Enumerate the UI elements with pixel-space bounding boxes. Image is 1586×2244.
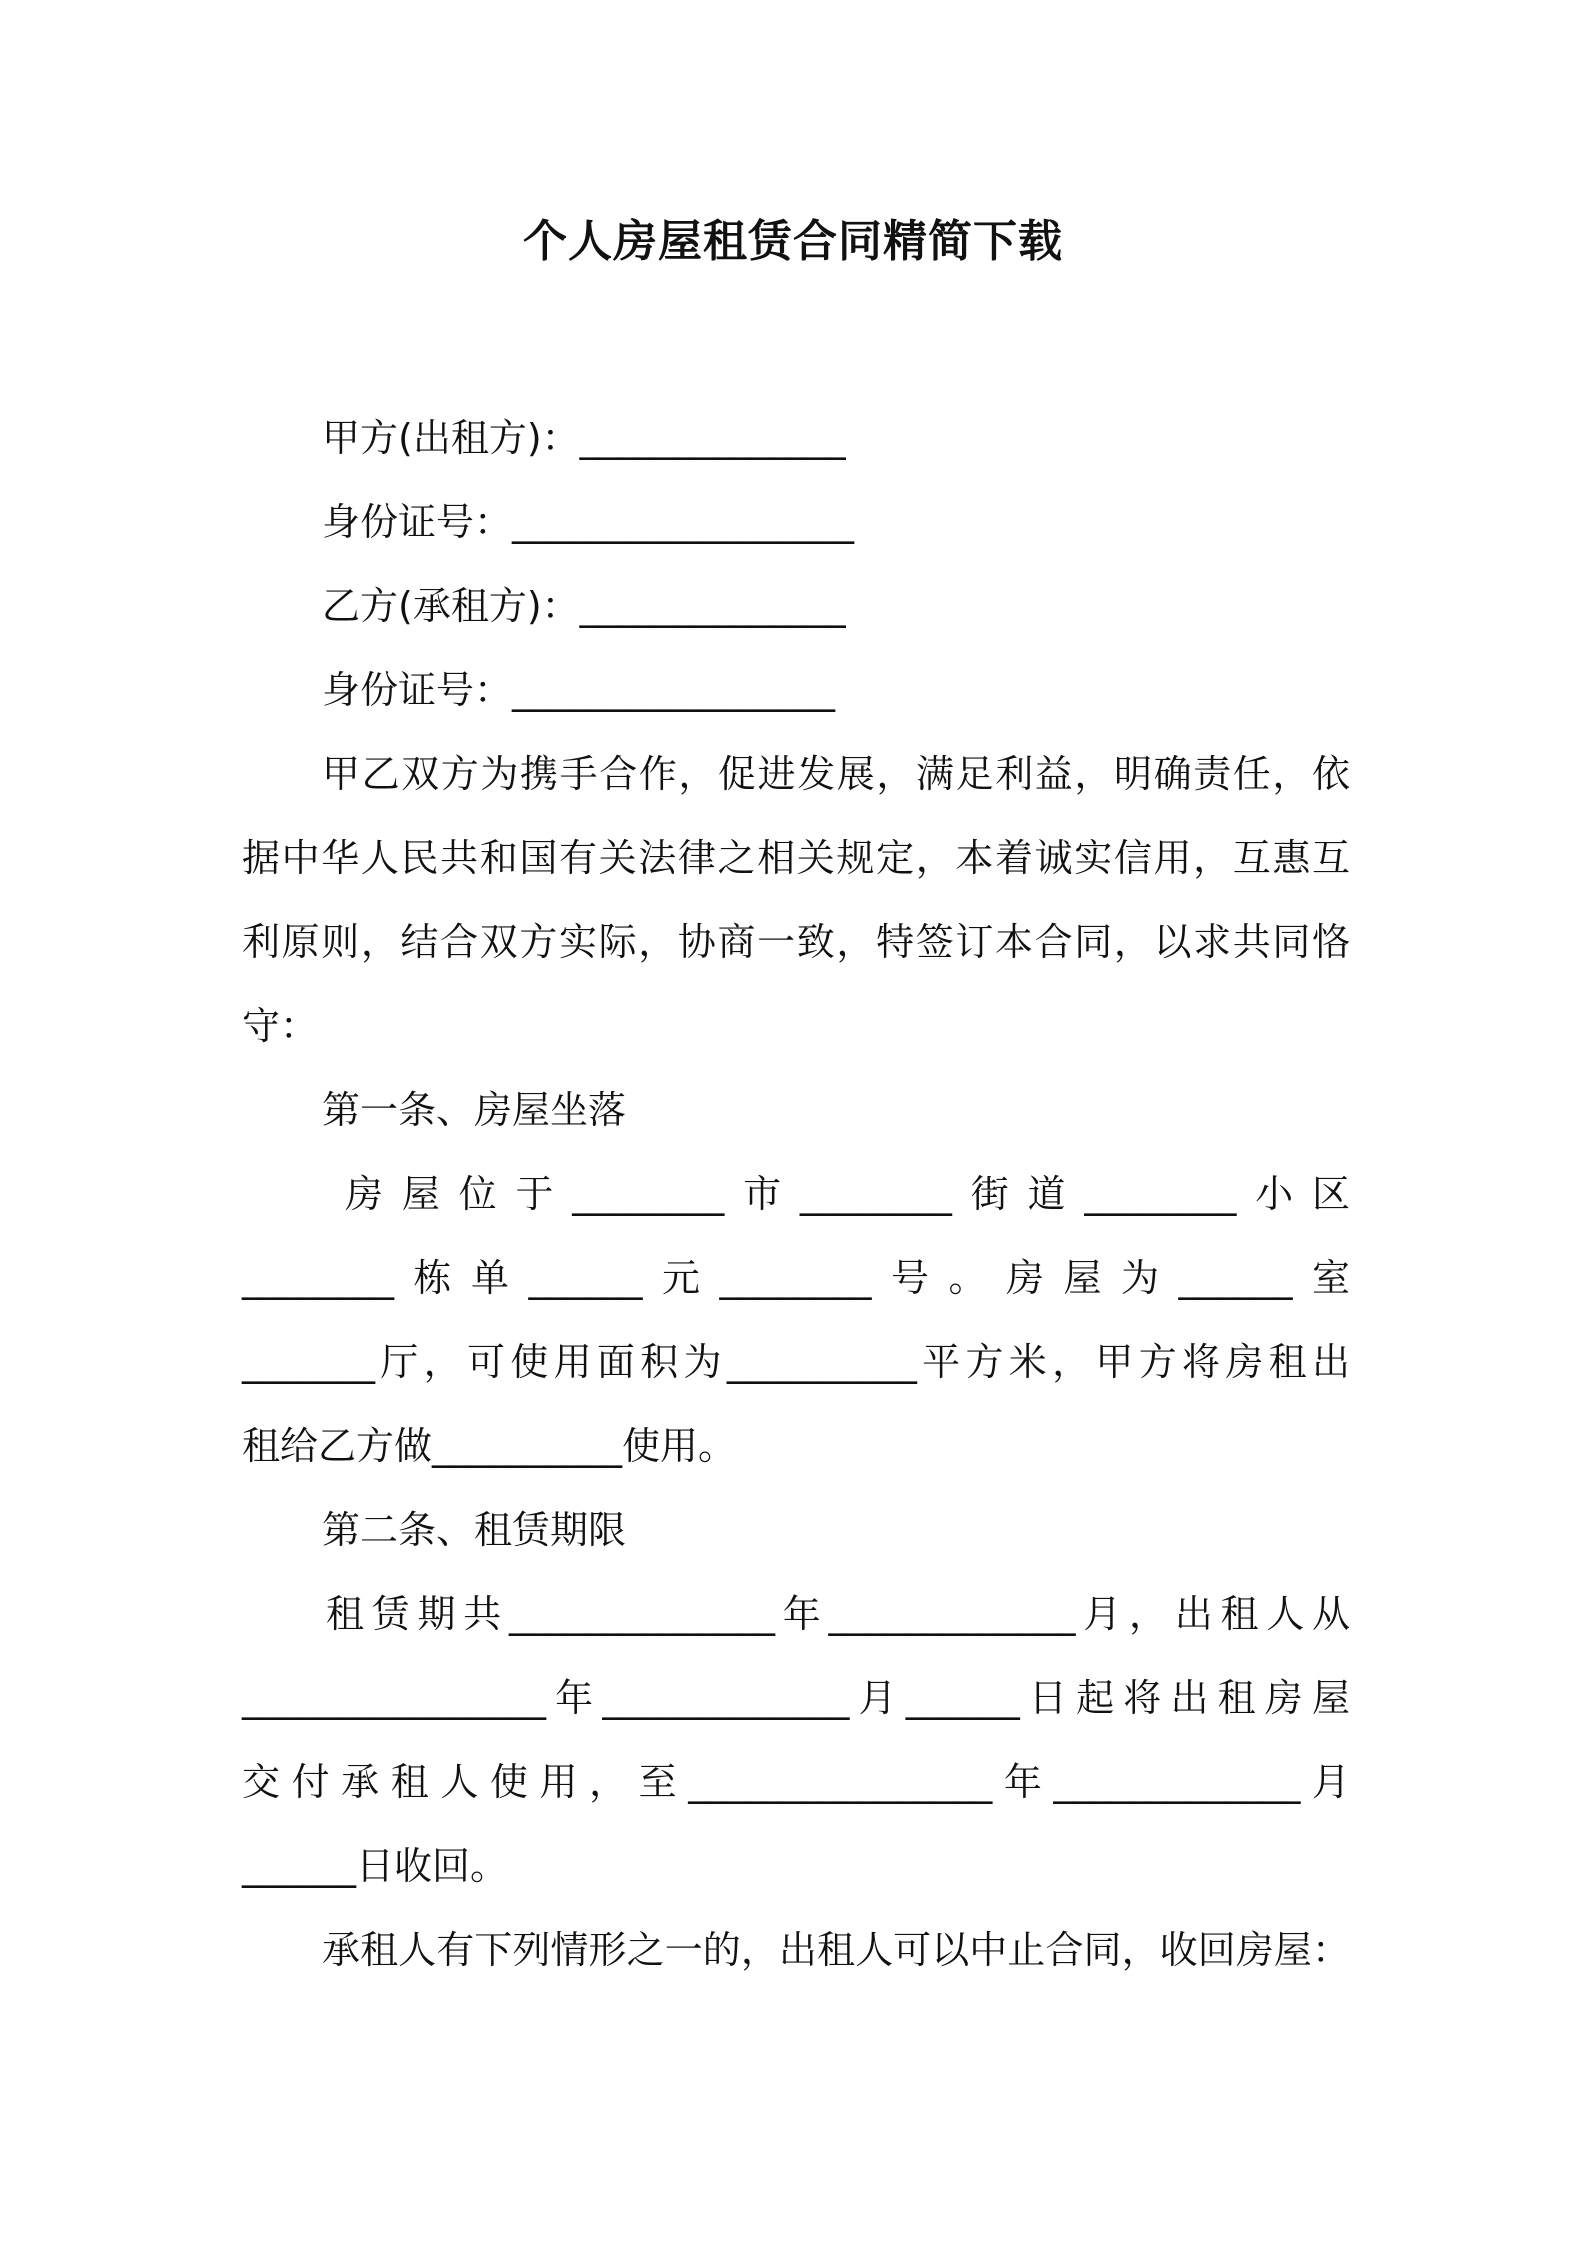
article-1-line-3: _______厅，可使用面积为__________平方米，甲方将房租出 (242, 1340, 1350, 1384)
article-2-line-2: ________________年_____________月______日起将出租房屋 (242, 1676, 1350, 1720)
article-1-heading: 第一条、房屋坐落 (322, 1088, 627, 1132)
preamble-line-1: 甲乙双方为携手合作，促进发展，满足利益，明确责任，依 (322, 752, 1350, 796)
party-a-field: 甲方(出租方)：______________ (322, 416, 846, 460)
article-2-line-5: 承租人有下列情形之一的，出租人可以中止合同，收回房屋： (322, 1928, 1350, 1972)
party-b-field: 乙方(承租方)：______________ (322, 584, 846, 628)
article-2-line-4: ______日收回。 (242, 1844, 509, 1888)
article-2-line-3: 交付承租人使用，至________________年_____________月 (242, 1760, 1350, 1804)
article-1-line-2: ________栋单______元________号。房屋为______室 (242, 1256, 1350, 1300)
article-2-heading: 第二条、租赁期限 (322, 1508, 627, 1552)
article-2-line-1: 租赁期共______________年_____________月，出租人从 (326, 1592, 1350, 1636)
party-a-id-field: 身份证号：__________________ (322, 500, 855, 544)
document-title: 个人房屋租赁合同精简下载 (523, 216, 1063, 267)
preamble-line-2: 据中华人民共和国有关法律之相关规定，本着诚实信用，互惠互 (242, 836, 1350, 880)
article-1-line-1: 房屋位于________市________街道________小区 (345, 1172, 1350, 1216)
party-b-id-field: 身份证号：_________________ (322, 668, 836, 712)
preamble-line-3: 利原则，结合双方实际，协商一致，特签订本合同，以求共同恪 (242, 920, 1350, 964)
preamble-line-4: 守： (242, 1004, 319, 1048)
article-1-line-4: 租给乙方做__________使用。 (242, 1424, 737, 1468)
